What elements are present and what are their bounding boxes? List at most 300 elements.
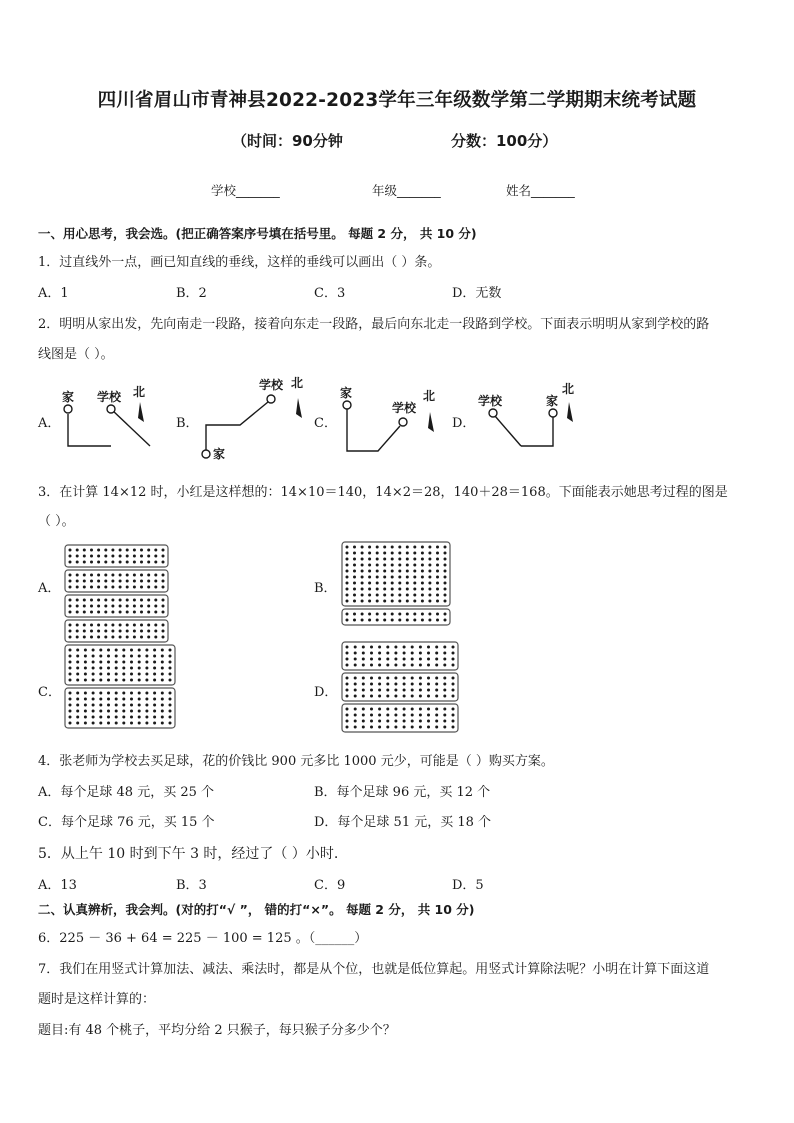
dot — [130, 655, 133, 658]
dot — [92, 667, 95, 670]
dot — [444, 576, 447, 579]
dot — [394, 689, 397, 692]
q7-text-line2: 题时是这样计算的： — [38, 992, 156, 1007]
dot — [346, 646, 349, 649]
dot — [354, 720, 357, 723]
q1-text: 1．过直线外一点，画已知直线的垂线，这样的垂线可以画出（ ）条。 — [38, 255, 441, 270]
dot — [130, 698, 133, 701]
dot — [361, 600, 364, 603]
dot — [346, 689, 349, 692]
dot — [69, 599, 72, 602]
dot — [76, 574, 79, 577]
dot — [361, 594, 364, 597]
dot — [76, 555, 79, 558]
dot — [138, 710, 141, 713]
dot — [428, 564, 431, 567]
dot — [394, 695, 397, 698]
dot — [122, 667, 125, 670]
dot — [346, 576, 349, 579]
dot — [378, 658, 381, 661]
dot — [154, 624, 157, 627]
dot — [69, 661, 72, 664]
dot — [122, 698, 125, 701]
dot — [107, 704, 110, 707]
dot — [126, 630, 129, 633]
dot — [435, 720, 438, 723]
q5-option-b: B．3 — [176, 878, 207, 893]
dot — [386, 646, 389, 649]
dot — [403, 726, 406, 729]
dot — [126, 555, 129, 558]
dot — [403, 677, 406, 680]
dot — [411, 714, 414, 717]
dot — [154, 630, 157, 633]
dot — [84, 710, 87, 713]
dot — [370, 695, 373, 698]
dot — [362, 689, 365, 692]
dot — [428, 588, 431, 591]
dot — [370, 646, 373, 649]
dot — [361, 552, 364, 555]
dot — [161, 698, 164, 701]
dot — [130, 649, 133, 652]
dot — [376, 558, 379, 561]
dot — [84, 698, 87, 701]
dot — [97, 574, 100, 577]
north-arrow-icon — [296, 398, 302, 418]
dot — [69, 605, 72, 608]
dot — [111, 630, 114, 633]
dot — [353, 594, 356, 597]
dot — [413, 558, 416, 561]
dot — [122, 722, 125, 725]
dot — [104, 549, 107, 552]
dot — [428, 558, 431, 561]
dot — [111, 574, 114, 577]
dot — [421, 600, 424, 603]
dot — [169, 649, 172, 652]
q2-b-north: 北 — [291, 376, 304, 390]
dot — [69, 710, 72, 713]
dot — [153, 704, 156, 707]
dot — [421, 613, 424, 616]
dot — [378, 708, 381, 711]
dot — [428, 582, 431, 585]
dot — [115, 655, 118, 658]
dot — [122, 649, 125, 652]
dot — [83, 611, 86, 614]
dot — [145, 667, 148, 670]
dot — [452, 646, 455, 649]
dot — [386, 695, 389, 698]
dot — [76, 704, 79, 707]
dot — [147, 561, 150, 564]
dot — [119, 580, 122, 583]
dot — [140, 630, 143, 633]
dot — [92, 655, 95, 658]
dot — [383, 619, 386, 622]
dot — [368, 588, 371, 591]
dot — [169, 698, 172, 701]
dot — [362, 720, 365, 723]
dot — [83, 555, 86, 558]
dot — [162, 561, 165, 564]
dot — [346, 546, 349, 549]
dot — [99, 692, 102, 695]
dot — [411, 726, 414, 729]
dot — [444, 600, 447, 603]
dot — [419, 689, 422, 692]
dot — [140, 611, 143, 614]
dot — [378, 652, 381, 655]
dot — [383, 594, 386, 597]
dot — [436, 564, 439, 567]
q2-b-home: 家 — [213, 447, 226, 461]
dot — [354, 695, 357, 698]
dot — [138, 667, 141, 670]
dot — [138, 655, 141, 658]
dot — [436, 582, 439, 585]
dot — [92, 673, 95, 676]
dot — [69, 692, 72, 695]
dot — [162, 636, 165, 639]
dot-group-frame — [65, 570, 168, 592]
dot — [378, 689, 381, 692]
dot-group-frame — [65, 595, 168, 617]
dot — [97, 624, 100, 627]
dot — [444, 570, 447, 573]
dot — [147, 555, 150, 558]
dot — [411, 695, 414, 698]
dot — [161, 692, 164, 695]
q2-text-line1: 2．明明从家出发，先向南走一段路，接着向东走一段路，最后向东北走一段路到学校。下面表示明明从家到学校的路 — [38, 317, 710, 332]
dot — [421, 582, 424, 585]
dot — [111, 636, 114, 639]
dot — [133, 630, 136, 633]
dot — [154, 574, 157, 577]
dot — [138, 649, 141, 652]
dot — [346, 695, 349, 698]
dot — [138, 661, 141, 664]
dot — [154, 580, 157, 583]
dot — [362, 726, 365, 729]
q3-label-c: C． — [38, 685, 61, 700]
dot — [436, 576, 439, 579]
dot — [153, 649, 156, 652]
dot-group-frame — [342, 673, 458, 701]
dot — [153, 655, 156, 658]
dot — [104, 636, 107, 639]
dot — [90, 611, 93, 614]
dot — [83, 586, 86, 589]
dot — [76, 655, 79, 658]
dot — [130, 673, 133, 676]
dot — [126, 636, 129, 639]
dot — [99, 704, 102, 707]
dot — [386, 708, 389, 711]
dot — [435, 658, 438, 661]
dot — [161, 716, 164, 719]
dot — [378, 664, 381, 667]
dot — [76, 586, 79, 589]
dot — [76, 692, 79, 695]
dot — [427, 677, 430, 680]
dot — [413, 613, 416, 616]
dot — [107, 716, 110, 719]
dot — [436, 570, 439, 573]
dot — [84, 722, 87, 725]
dot — [140, 549, 143, 552]
dot — [406, 552, 409, 555]
dot — [443, 658, 446, 661]
dot — [126, 561, 129, 564]
dot — [411, 652, 414, 655]
dot — [97, 549, 100, 552]
dot — [161, 722, 164, 725]
dot — [111, 611, 114, 614]
dot — [107, 667, 110, 670]
dot — [97, 580, 100, 583]
dot — [169, 667, 172, 670]
dot — [69, 667, 72, 670]
dot — [443, 720, 446, 723]
dot — [444, 558, 447, 561]
dot — [394, 658, 397, 661]
dot — [122, 710, 125, 713]
dot — [147, 605, 150, 608]
dot — [361, 588, 364, 591]
q1-option-b: B．2 — [176, 286, 207, 301]
dot — [362, 646, 365, 649]
dot — [403, 714, 406, 717]
dot — [376, 552, 379, 555]
dot — [115, 679, 118, 682]
dot — [161, 710, 164, 713]
dot — [115, 649, 118, 652]
dot — [368, 619, 371, 622]
dot — [133, 574, 136, 577]
dot — [376, 619, 379, 622]
dot — [370, 658, 373, 661]
dot — [403, 658, 406, 661]
dot — [436, 594, 439, 597]
dot — [97, 599, 100, 602]
dot — [140, 624, 143, 627]
dot — [153, 661, 156, 664]
dot — [107, 673, 110, 676]
dot — [346, 658, 349, 661]
dot — [126, 599, 129, 602]
q2-d-school: 学校 — [478, 394, 503, 408]
dot — [452, 664, 455, 667]
dot — [421, 576, 424, 579]
dot — [391, 564, 394, 567]
time-limit: （时间：90分钟 — [232, 132, 343, 150]
dot — [126, 580, 129, 583]
dot — [111, 599, 114, 602]
dot — [403, 720, 406, 723]
q5-option-c: C．9 — [314, 878, 346, 893]
dot — [69, 655, 72, 658]
dot — [122, 704, 125, 707]
dot — [107, 692, 110, 695]
dot — [107, 649, 110, 652]
dot — [107, 655, 110, 658]
dot — [391, 552, 394, 555]
dot — [406, 588, 409, 591]
dot — [154, 611, 157, 614]
dot — [411, 646, 414, 649]
dot — [97, 555, 100, 558]
page-title: 四川省眉山市青神县2022-2023学年三年级数学第二学期期末统考试题 — [97, 90, 697, 111]
dot — [97, 605, 100, 608]
dot — [370, 726, 373, 729]
dot — [83, 549, 86, 552]
dot — [452, 689, 455, 692]
q3-text-line2: （ ）。 — [38, 514, 75, 529]
dot — [362, 714, 365, 717]
dot — [368, 613, 371, 616]
q3-label-a: A． — [38, 581, 61, 596]
dot — [138, 704, 141, 707]
dot — [427, 683, 430, 686]
dot — [99, 710, 102, 713]
dot — [354, 714, 357, 717]
dot — [138, 692, 141, 695]
dot — [153, 667, 156, 670]
dot — [386, 652, 389, 655]
dot — [138, 722, 141, 725]
dot — [354, 683, 357, 686]
dot — [115, 661, 118, 664]
dot — [161, 667, 164, 670]
dot — [162, 624, 165, 627]
dot — [107, 722, 110, 725]
q2-a-home: 家 — [62, 390, 75, 404]
q4-option-c: C．每个足球 76 元，买 15 个 — [38, 815, 215, 830]
dot — [69, 673, 72, 676]
route-diagram-d — [489, 409, 557, 446]
dot — [398, 546, 401, 549]
dot — [161, 673, 164, 676]
dot — [83, 636, 86, 639]
dot — [353, 582, 356, 585]
dot — [383, 558, 386, 561]
dot — [140, 599, 143, 602]
dot — [419, 720, 422, 723]
dot — [346, 683, 349, 686]
dot — [376, 588, 379, 591]
dot — [76, 661, 79, 664]
dot — [99, 649, 102, 652]
dot — [394, 726, 397, 729]
q2-c-north: 北 — [423, 389, 436, 403]
dot — [130, 716, 133, 719]
dot — [386, 720, 389, 723]
dot — [376, 546, 379, 549]
dot-group-frame — [65, 620, 168, 642]
dot — [76, 630, 79, 633]
dot — [383, 546, 386, 549]
dot — [386, 689, 389, 692]
dot — [376, 613, 379, 616]
dot — [406, 564, 409, 567]
dot — [386, 664, 389, 667]
dot — [97, 586, 100, 589]
dot — [162, 611, 165, 614]
dot — [411, 677, 414, 680]
dot — [435, 689, 438, 692]
dot — [99, 667, 102, 670]
dot — [444, 588, 447, 591]
dot — [370, 652, 373, 655]
dot — [354, 652, 357, 655]
dot — [391, 588, 394, 591]
dot — [436, 552, 439, 555]
dot — [140, 586, 143, 589]
dot — [140, 605, 143, 608]
dot — [444, 619, 447, 622]
dot — [126, 586, 129, 589]
dot — [419, 658, 422, 661]
dot — [104, 624, 107, 627]
dot — [428, 576, 431, 579]
dot — [354, 708, 357, 711]
dot — [411, 683, 414, 686]
dot — [361, 576, 364, 579]
dot — [354, 726, 357, 729]
dot — [107, 698, 110, 701]
dot — [90, 624, 93, 627]
dot — [133, 599, 136, 602]
dot — [383, 588, 386, 591]
dot — [90, 636, 93, 639]
dot — [383, 576, 386, 579]
q2-d-north: 北 — [562, 382, 575, 396]
dot — [153, 679, 156, 682]
dot — [92, 698, 95, 701]
dot — [353, 588, 356, 591]
dot — [419, 677, 422, 680]
dot — [394, 652, 397, 655]
dot — [119, 549, 122, 552]
dot — [435, 726, 438, 729]
dot — [398, 594, 401, 597]
dot — [419, 714, 422, 717]
dot — [403, 646, 406, 649]
dot — [115, 698, 118, 701]
dot — [406, 594, 409, 597]
dot — [346, 708, 349, 711]
dot — [353, 570, 356, 573]
dot — [378, 646, 381, 649]
dot — [435, 652, 438, 655]
dot — [69, 630, 72, 633]
dot — [398, 552, 401, 555]
dot — [153, 716, 156, 719]
dot — [104, 630, 107, 633]
dot — [421, 546, 424, 549]
dot — [76, 667, 79, 670]
dot — [436, 600, 439, 603]
dot — [443, 683, 446, 686]
q2-label-c: C． — [314, 416, 337, 431]
dot — [153, 673, 156, 676]
dot — [421, 619, 424, 622]
section2-heading: 二、认真辨析，我会判。(对的打“√ ”， 错的打“×”。 每题 2 分， 共 10 分) — [38, 902, 475, 917]
dot — [353, 546, 356, 549]
dot — [169, 722, 172, 725]
